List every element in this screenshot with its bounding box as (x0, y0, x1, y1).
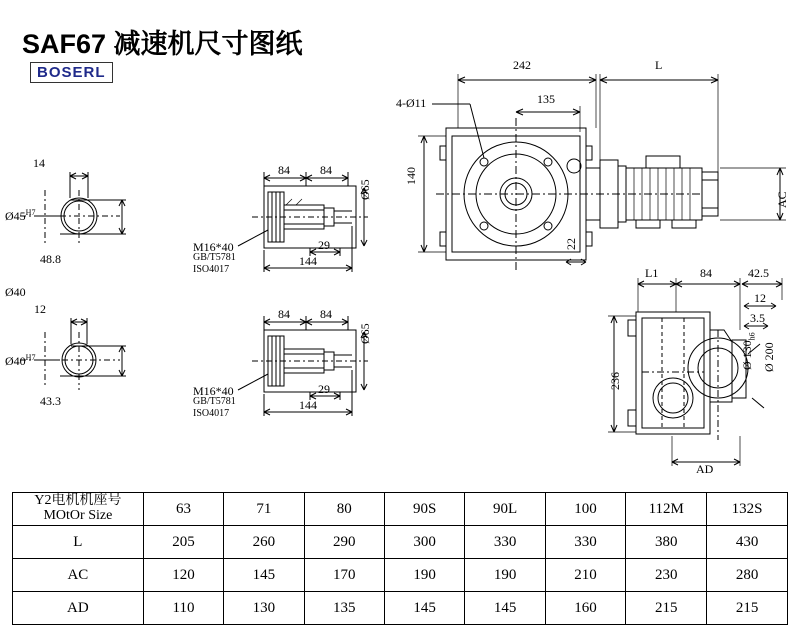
table-row (13, 526, 788, 559)
page-title: SAF67 减速机尺寸图纸 (22, 29, 303, 59)
table-row-header-motor-size (13, 493, 144, 526)
shaft-bottom-view (20, 318, 126, 390)
dim-hollow-bottom-a: 84 (278, 307, 290, 321)
dim-140: 140 (404, 167, 418, 185)
note-thread-bottom: M16*40 (193, 384, 234, 398)
dim-hollow-top-a: 84 (278, 163, 290, 177)
table-cell-AD-4: 145 (465, 592, 545, 625)
table-size-0: 63 (143, 493, 223, 526)
table-cell-AC-3: 190 (384, 559, 464, 592)
dim-keyway-top: 14 (33, 156, 45, 170)
dim-hollow-bottom-d: 144 (299, 398, 317, 412)
table-cell-AC-7: 280 (707, 559, 788, 592)
dim-bore-top (5, 208, 35, 224)
table-row (13, 592, 788, 625)
table-cell-AD-1: 130 (224, 592, 304, 625)
dim-hollow-top-d: 144 (299, 254, 317, 268)
dim-height-bottom: 43.3 (40, 394, 61, 408)
table-cell-L-3: 300 (384, 526, 464, 559)
table-cell-L-6: 380 (626, 526, 707, 559)
dim-42-5: 42.5 (748, 266, 769, 280)
dim-12: 12 (754, 291, 766, 305)
table-cell-AD-0: 110 (143, 592, 223, 625)
dim-3-5: 3.5 (750, 311, 765, 325)
table-cell-L-5: 330 (545, 526, 625, 559)
table-row-label-L: L (13, 526, 144, 559)
table-cell-L-7: 430 (707, 526, 788, 559)
brand-logo: BOSERL (30, 62, 113, 83)
dim-dia-130 (740, 332, 756, 370)
table-size-7: 132S (707, 493, 788, 526)
table-cell-AD-7: 215 (707, 592, 788, 625)
table-row-label-AC: AC (13, 559, 144, 592)
dim-AC: AC (775, 191, 789, 208)
dim-height-top: 48.8 (40, 252, 61, 266)
table-cell-AC-6: 230 (626, 559, 707, 592)
dim-bore-top-value: Ø45 (5, 209, 26, 223)
table-header-row (13, 493, 788, 526)
dim-keyway-bottom: 12 (34, 302, 46, 316)
note-shaft-top: Ø40 (5, 285, 26, 299)
table-row-label-AD: AD (13, 592, 144, 625)
dim-135: 135 (537, 92, 555, 106)
dim-dia-200: Ø 200 (762, 342, 776, 372)
row-header-line1: Y2电机机座号 (34, 493, 122, 509)
table-size-6: 112M (626, 493, 707, 526)
table-cell-AC-1: 145 (224, 559, 304, 592)
table-cell-AC-5: 210 (545, 559, 625, 592)
note-std2-top: ISO4017 (193, 264, 230, 275)
front-view (418, 74, 786, 272)
dim-L: L (655, 58, 663, 72)
table-cell-AC-0: 120 (143, 559, 223, 592)
table-row (13, 559, 788, 592)
dim-bore-bottom-value: Ø40 (5, 354, 26, 368)
row-header-line2: MOtOr Size (43, 508, 113, 523)
spec-table (12, 492, 788, 625)
table-size-4: 90L (465, 493, 545, 526)
dim-hollow-bottom-c: 29 (318, 382, 330, 396)
table-cell-L-1: 260 (224, 526, 304, 559)
dim-hollow-top-c: 29 (318, 238, 330, 252)
dim-hollow-top-dia: Ø65 (358, 179, 372, 200)
table-size-3: 90S (384, 493, 464, 526)
table-cell-AD-2: 135 (304, 592, 384, 625)
dim-hollow-bottom-b: 84 (320, 307, 332, 321)
dim-hollow-bottom-dia: Ø65 (358, 323, 372, 344)
note-std1-top: GB/T5781 (193, 252, 236, 263)
shaft-top-view (20, 172, 126, 245)
table-cell-L-0: 205 (143, 526, 223, 559)
table-cell-AD-3: 145 (384, 592, 464, 625)
dim-236: 236 (608, 372, 622, 390)
table-size-2: 80 (304, 493, 384, 526)
dim-dia-130-tol: h6 (747, 332, 757, 341)
dim-dia-130-value: Ø 130 (740, 340, 754, 370)
table-cell-AD-5: 160 (545, 592, 625, 625)
note-std1-bottom: GB/T5781 (193, 396, 236, 407)
dim-bore-bottom (5, 353, 35, 369)
table-size-5: 100 (545, 493, 625, 526)
table-cell-AD-6: 215 (626, 592, 707, 625)
dim-242: 242 (513, 58, 531, 72)
table-cell-AC-2: 170 (304, 559, 384, 592)
dim-bore-top-tol: H7 (25, 208, 36, 217)
note-4-holes: 4-Ø11 (396, 96, 427, 110)
table-cell-L-4: 330 (465, 526, 545, 559)
table-size-1: 71 (224, 493, 304, 526)
table-cell-AC-4: 190 (465, 559, 545, 592)
table-cell-L-2: 290 (304, 526, 384, 559)
note-std2-bottom: ISO4017 (193, 408, 230, 419)
dim-hollow-top-b: 84 (320, 163, 332, 177)
dim-L1: L1 (645, 266, 659, 280)
side-view (608, 278, 782, 466)
dim-84-side: 84 (700, 266, 712, 280)
note-thread-top: M16*40 (193, 240, 234, 254)
dim-AD: AD (696, 462, 714, 476)
dim-22: 22 (564, 238, 578, 250)
dim-bore-bottom-tol: H7 (25, 353, 36, 362)
